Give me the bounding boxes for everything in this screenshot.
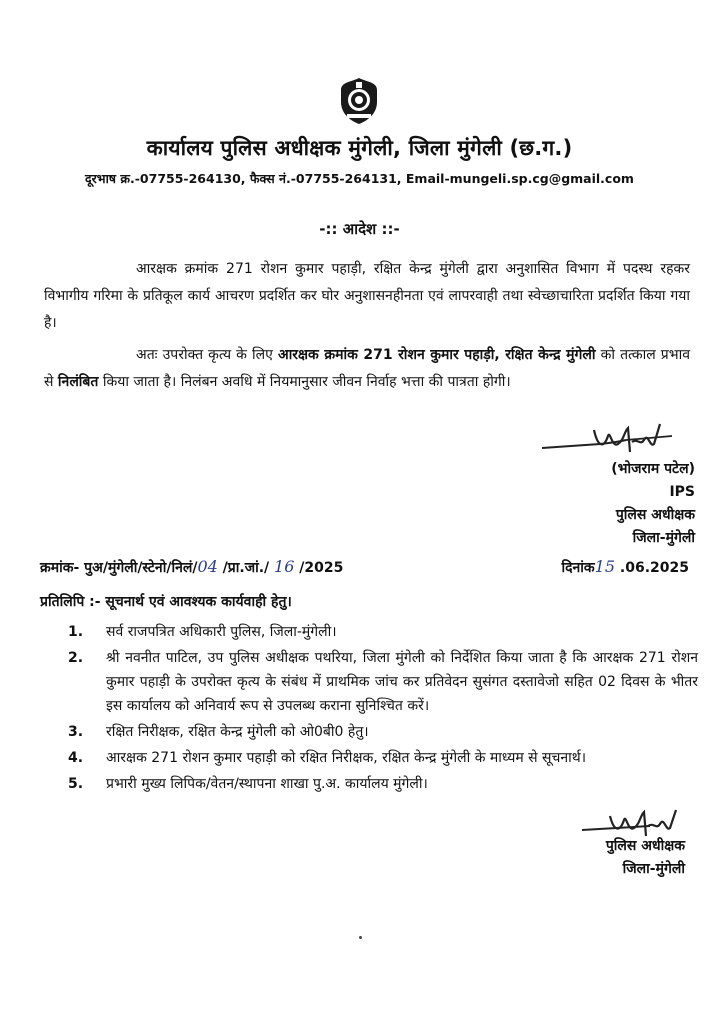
list-item	[68, 746, 698, 770]
order-paragraph-2	[44, 342, 690, 396]
signatory-service: IPS	[669, 484, 695, 500]
order-date	[561, 557, 689, 577]
signature-block-2	[545, 835, 685, 881]
para2-text-a: अतः उपरोक्त कृत्य के लिए	[136, 347, 278, 363]
ref-suffix: /2025	[294, 560, 344, 576]
date-prefix: दिनांक	[561, 560, 595, 576]
reference-number	[40, 557, 343, 577]
ref-middle: /प्रा.जां./	[217, 560, 275, 576]
list-item	[68, 646, 698, 718]
para2-suspended: निलंबित	[57, 374, 99, 390]
ref-handwritten-1: 04	[197, 557, 218, 576]
list-item-number: 4.	[68, 750, 84, 766]
para2-text-e: किया जाता है। निलंबन अवधि में नियमानुसार जीवन निर्वाह भत्ता की पात्रता होगी।	[98, 374, 511, 390]
ref-handwritten-2: 16	[274, 557, 295, 576]
list-item-text: श्री नवनीत पाटिल, उप पुलिस अधीक्षक पथरिया, जिला मुंगेली को निर्देशित किया जाता है कि आरक्षक 271 रोशन कुमार पहाड़ी के उपरोक्त कृत्य के संबंध में प्राथमिक जांच कर प्रतिवेदन सुसंगत दस्तावेजो सहित 02 दिवस के भीतर इस कार्यालय को अनिवार्य रूप से उपलब्ध कराना सुनिश्चित करें।	[106, 650, 698, 714]
list-item-text: सर्व राजपत्रित अधिकारी पुलिस, जिला-मुंगेली।	[106, 624, 337, 640]
signature-1	[540, 418, 680, 460]
list-item	[68, 772, 698, 796]
signatory-name: (भोजराम पटेल)	[611, 461, 695, 477]
office-title: कार्यालय पुलिस अधीक्षक मुंगेली, जिला मुंगेली (छ.ग.)	[146, 136, 573, 160]
contact-line: दूरभाष क्र.-07755-264130, फैक्स नं.-07755-264131, Email-mungeli.sp.cg@gmail.com	[85, 171, 634, 186]
copy-heading: प्रतिलिपि :- सूचनार्थ एवं आवश्यक कार्यवाही हेतु।	[40, 594, 292, 610]
list-item-number: 5.	[68, 776, 84, 792]
copy-list	[68, 620, 698, 798]
list-item	[68, 620, 698, 644]
para2-text-c: को तत्काल प्रभाव से	[44, 347, 691, 390]
signatory-designation: पुलिस अधीक्षक	[615, 507, 695, 523]
signatory-district: जिला-मुंगेली	[632, 530, 695, 546]
date-handwritten: 15	[594, 557, 616, 576]
list-item-text: प्रभारी मुख्य लिपिक/वेतन/स्थापना शाखा पु.अ. कार्यालय मुंगेली।	[106, 776, 428, 792]
list-item	[68, 720, 698, 744]
order-heading: -:: आदेश ::-	[319, 220, 400, 238]
police-emblem-icon	[337, 76, 381, 126]
list-item-text: रक्षित निरीक्षक, रक्षित केन्द्र मुंगेली को ओ0बी0 हेतु।	[106, 724, 369, 740]
list-item-text: आरक्षक 271 रोशन कुमार पहाड़ी को रक्षित निरीक्षक, रक्षित केन्द्र मुंगेली के माध्यम से सूचनार्थ।	[106, 750, 587, 766]
list-item-number: 3.	[68, 724, 84, 740]
order-paragraph-1: आरक्षक क्रमांक 271 रोशन कुमार पहाड़ी, रक्षित केन्द्र मुंगेली द्वारा अनुशासित विभाग में पदस्थ रहकर विभागीय गरिमा के प्रतिकूल कार्य आचरण प्रदर्शित कर घोर अनुशासनहीनता एवं लापरवाही तथा स्वेच्छाचारिता प्रदर्शित किया गया है।	[44, 261, 690, 331]
para2-constable: आरक्षक क्रमांक 271 रोशन कुमार पहाड़ी, रक्षित केन्द्र मुंगेली	[277, 347, 596, 363]
signature-block-1	[545, 458, 695, 550]
page-mark-dot	[359, 936, 362, 939]
ref-prefix: क्रमांक- पुअ/मुंगेली/स्टेनो/निलं/	[40, 560, 198, 576]
list-item-number: 1.	[68, 624, 84, 640]
signatory-designation-2: पुलिस अधीक्षक	[605, 838, 685, 854]
signatory-district-2: जिला-मुंगेली	[622, 861, 685, 877]
list-item-number: 2.	[68, 650, 84, 666]
date-suffix: .06.2025	[615, 560, 689, 576]
